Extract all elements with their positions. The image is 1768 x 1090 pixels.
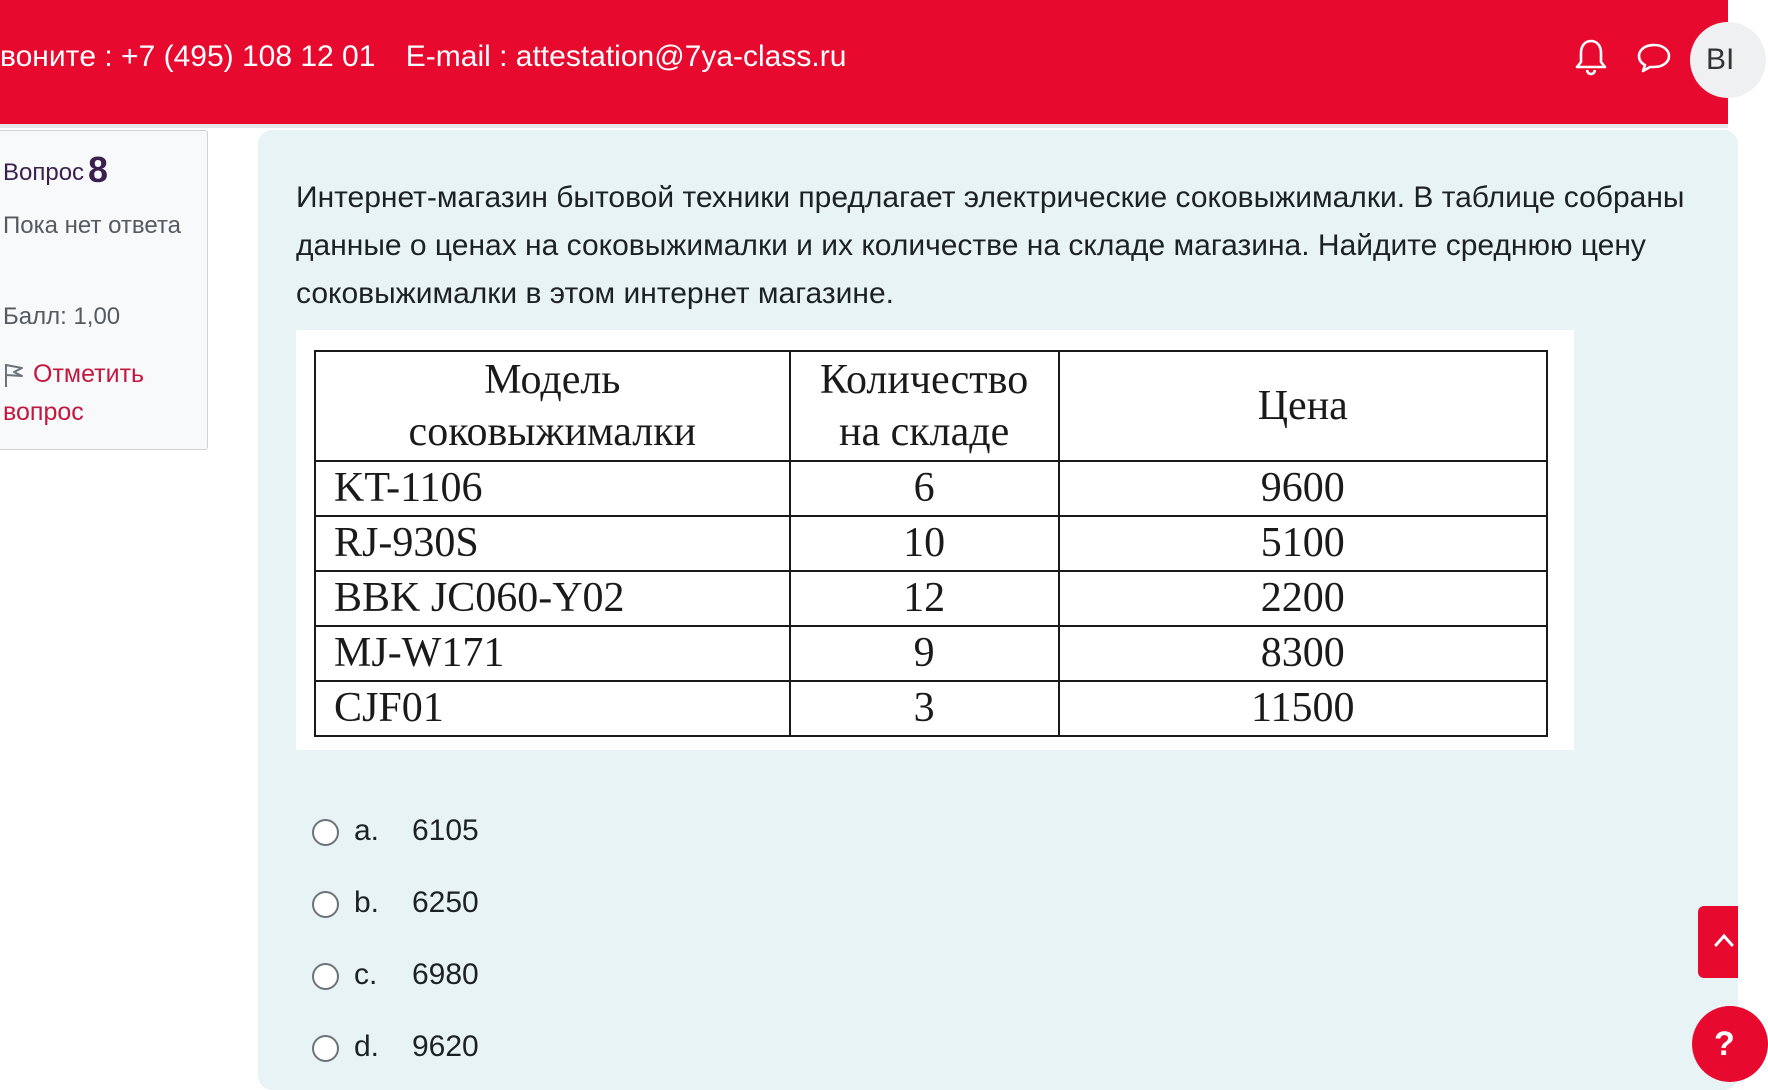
scroll-to-top-button[interactable] xyxy=(1698,906,1738,978)
flag-icon xyxy=(3,362,25,388)
question-image xyxy=(296,330,1574,750)
radio-button-b[interactable] xyxy=(312,891,339,918)
top-navbar xyxy=(0,0,1735,124)
table-row xyxy=(315,571,1547,626)
cell-model: CJF01 xyxy=(315,681,790,736)
radio-button-d[interactable] xyxy=(312,1035,339,1062)
cell-quantity: 3 xyxy=(790,681,1059,736)
navbar-divider xyxy=(0,124,1728,128)
answer-option-c[interactable] xyxy=(312,946,712,1018)
user-avatar[interactable]: ВІ xyxy=(1690,22,1766,98)
question-number-value: 8 xyxy=(88,149,109,190)
cell-model: KT-1106 xyxy=(315,461,790,516)
answer-options xyxy=(312,802,712,1090)
cell-price: 9600 xyxy=(1059,461,1547,516)
option-letter: a. xyxy=(354,814,380,847)
cell-model: MJ-W171 xyxy=(315,626,790,681)
juicer-table xyxy=(314,350,1548,737)
help-button[interactable]: ? xyxy=(1692,1006,1768,1082)
header-model: Модель соковыжималки xyxy=(315,351,790,461)
bell-icon[interactable] xyxy=(1574,38,1608,76)
option-letter: c. xyxy=(354,958,378,991)
question-grade: Балл: 1,00 xyxy=(3,303,121,330)
question-number-label: Вопрос xyxy=(3,159,85,186)
contact-phone[interactable]: вонитe : +7 (495) 108 12 01 xyxy=(0,40,376,73)
cell-price: 8300 xyxy=(1059,626,1547,681)
radio-button-a[interactable] xyxy=(312,819,339,846)
header-quantity: Количество на складе xyxy=(790,351,1059,461)
question-number xyxy=(3,149,108,191)
option-value[interactable]: 9620 xyxy=(412,1030,479,1063)
question-content xyxy=(258,130,1738,1090)
table-row xyxy=(315,461,1547,516)
chat-icon[interactable] xyxy=(1636,42,1672,74)
answer-option-a[interactable] xyxy=(312,802,712,874)
flag-question-link[interactable] xyxy=(3,355,203,431)
option-value[interactable]: 6980 xyxy=(412,958,479,991)
table-row xyxy=(315,681,1547,736)
question-text: Интернет-магазин бытовой техники предлагает электрические соковыжималки. В таблице собраны данные о ценах на соковыжималки и их количестве на складе магазина. Найдите среднюю цену соковыжималки в этом интернет магазине. xyxy=(296,181,1685,310)
cell-quantity: 6 xyxy=(790,461,1059,516)
option-letter: b. xyxy=(354,886,380,919)
cell-price: 5100 xyxy=(1059,516,1547,571)
option-value[interactable]: 6105 xyxy=(412,814,479,847)
answer-option-d[interactable] xyxy=(312,1018,712,1090)
cell-quantity: 10 xyxy=(790,516,1059,571)
option-letter: d. xyxy=(354,1030,380,1063)
option-value[interactable]: 6250 xyxy=(412,886,479,919)
cell-model: RJ-930S xyxy=(315,516,790,571)
answer-option-b[interactable] xyxy=(312,874,712,946)
radio-button-c[interactable] xyxy=(312,963,339,990)
cell-price: 11500 xyxy=(1059,681,1547,736)
chevron-up-icon xyxy=(1714,930,1734,950)
table-header-row xyxy=(315,351,1547,461)
flag-question-label[interactable]: Отметить вопрос xyxy=(3,360,145,426)
cell-quantity: 9 xyxy=(790,626,1059,681)
question-state: Пока нет ответа xyxy=(3,212,182,239)
cell-model: BBK JC060-Y02 xyxy=(315,571,790,626)
question-info-panel xyxy=(0,130,208,450)
cell-price: 2200 xyxy=(1059,571,1547,626)
contact-email[interactable]: E-mail : attestation@7ya-class.ru xyxy=(405,40,847,73)
contact-info xyxy=(0,40,846,74)
table-row xyxy=(315,516,1547,571)
header-price: Цена xyxy=(1059,351,1547,461)
table-row xyxy=(315,626,1547,681)
cell-quantity: 12 xyxy=(790,571,1059,626)
